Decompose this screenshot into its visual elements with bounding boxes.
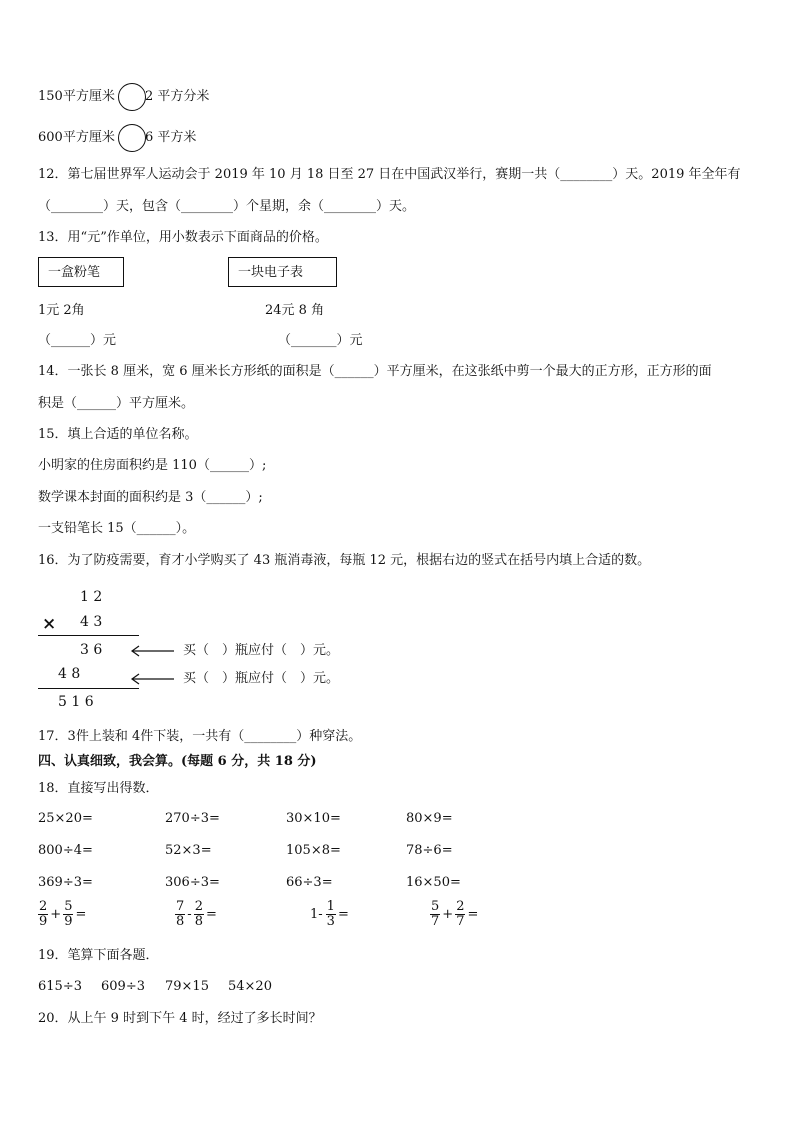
q13-item1-price: 1元 2角 <box>38 303 85 318</box>
vertical-rule-2 <box>38 688 139 689</box>
q13-title: 13．用“元”作单位，用小数表示下面商品的价格。 <box>38 230 328 245</box>
fraction-expression-2: 7 8 - $\frac{2}{8}$ = <box>176 899 217 929</box>
fraction-expression-3: 1- $\frac{1}{3}$ = <box>310 899 349 929</box>
calc-item: 270÷3= <box>165 811 220 826</box>
q16-note-2: 买（ ）瓶应付（ ）元。 <box>183 671 340 686</box>
q18-title: 18．直接写出得数． <box>38 781 159 796</box>
q16-note-1: 买（ ）瓶应付（ ）元。 <box>183 643 340 658</box>
calc-item: 52×3= <box>165 843 212 858</box>
vertical-row-4: 4 8 <box>58 666 81 682</box>
q19-title: 19．笔算下面各题． <box>38 948 159 963</box>
written-calc-item: 54×20 <box>228 979 272 994</box>
vertical-row-3: 3 6 <box>80 642 103 658</box>
calc-item: 105×8= <box>286 843 341 858</box>
left-arrow-icon-1 <box>132 646 174 656</box>
times-sign: × <box>42 614 57 634</box>
q20: 20．从上午 9 时到下午 4 时，经过了多长时间？ <box>38 1011 322 1026</box>
calc-item: 30×10= <box>286 811 341 826</box>
q13-item2-price: 24元 8 角 <box>265 303 325 318</box>
q12-line-1: 12．第七届世界军人运动会于 2019 年 10 月 18 日至 27 日在中国武汉举行，赛期一共（________）天。2019 年全年有 <box>38 167 741 182</box>
fraction-expression-1: 2 9 + $\frac{5}{9}$ = <box>39 899 87 929</box>
q13-item1-box: 一盒粉笔 <box>38 257 124 287</box>
calc-item: 66÷3= <box>286 875 333 890</box>
section-four-title: 四、认真细致，我会算。(每题 6 分，共 18 分) <box>38 754 317 769</box>
q13-item2-box: 一块电子表 <box>228 257 337 287</box>
written-calc-item: 615÷3 <box>38 979 82 994</box>
written-calc-item: 79×15 <box>165 979 209 994</box>
calc-item: 306÷3= <box>165 875 220 890</box>
arrow-icons <box>128 640 178 690</box>
vertical-row-1: 1 2 <box>80 589 103 605</box>
q13-item1-answer[interactable]: （______）元 <box>38 333 117 348</box>
q15-line-3: 一支铅笔长 15（______）。 <box>38 521 196 536</box>
compare-right-1: 2 平方分米 <box>145 89 210 104</box>
q12-line-2: （________）天，包含（________）个星期，余（________）天。 <box>38 199 416 214</box>
q15-line-2: 数学课本封面的面积约是 3（______）; <box>38 490 263 505</box>
calc-item: 25×20= <box>38 811 93 826</box>
q17: 17．3件上装和 4件下装，一共有（________）种穿法。 <box>38 729 362 744</box>
vertical-row-2: 4 3 <box>80 614 103 630</box>
calc-item: 369÷3= <box>38 875 93 890</box>
compare-circle-2[interactable] <box>118 124 146 152</box>
calc-item: 78÷6= <box>406 843 453 858</box>
left-arrow-icon-2 <box>132 674 174 684</box>
q13-item2-answer[interactable]: （_______）元 <box>278 333 363 348</box>
vertical-rule-1 <box>38 635 139 636</box>
compare-left-1: 150平方厘米 <box>38 89 115 104</box>
compare-right-2: 6 平方米 <box>145 130 197 145</box>
vertical-row-5: 5 1 6 <box>58 694 94 710</box>
q15-title: 15．填上合适的单位名称。 <box>38 427 198 442</box>
fraction-expression-4: 5 7 + $\frac{2}{7}$ = <box>431 899 479 929</box>
q15-line-1: 小明家的住房面积约是 110（______）; <box>38 458 267 473</box>
q14-line-1: 14．一张长 8 厘米，宽 6 厘米长方形纸的面积是（______）平方厘米，在这张纸中剪一个最大的正方形，正方形的面 <box>38 364 712 379</box>
q14-line-2: 积是（______）平方厘米。 <box>38 396 195 411</box>
q16-title: 16．为了防疫需要，育才小学购买了 43 瓶消毒液，每瓶 12 元，根据右边的竖式在括号内填上合适的数。 <box>38 553 651 568</box>
calc-item: 16×50= <box>406 875 461 890</box>
compare-left-2: 600平方厘米 <box>38 130 115 145</box>
calc-item: 80×9= <box>406 811 453 826</box>
compare-circle-1[interactable] <box>118 83 146 111</box>
calc-item: 800÷4= <box>38 843 93 858</box>
written-calc-item: 609÷3 <box>101 979 145 994</box>
